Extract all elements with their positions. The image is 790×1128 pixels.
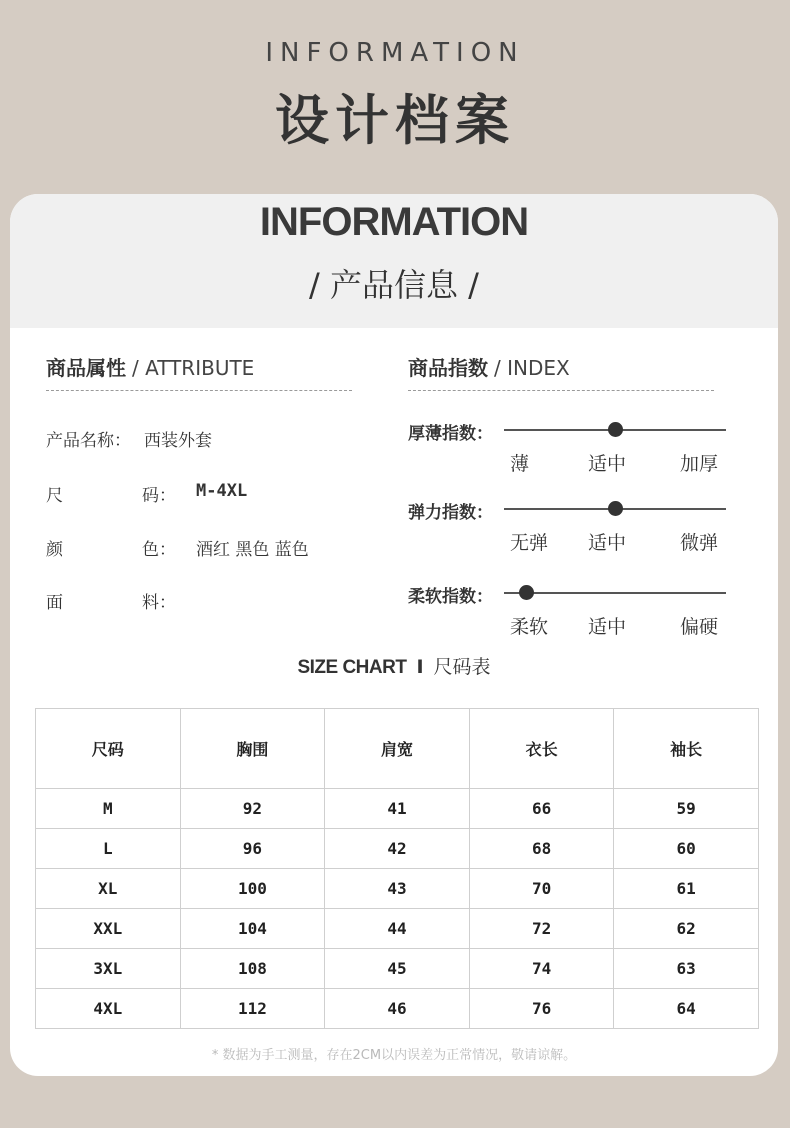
- table-cell: 112: [180, 989, 325, 1029]
- table-cell: L: [36, 829, 181, 869]
- table-cell: 63: [614, 949, 759, 989]
- index-option: 无弹: [510, 532, 549, 554]
- table-cell: 72: [469, 909, 614, 949]
- attr-label-a: 尺: [46, 486, 63, 506]
- size-table-header: 衣长: [469, 709, 614, 789]
- card-title-en: INFORMATION: [259, 200, 529, 244]
- index-track-softness: [504, 592, 726, 594]
- table-cell: 46: [325, 989, 470, 1029]
- index-label-thickness: 厚薄指数：: [408, 424, 493, 444]
- table-cell: 76: [469, 989, 614, 1029]
- index-option: 微弹: [680, 532, 719, 554]
- size-table: [35, 708, 759, 1029]
- size-chart-heading: [10, 652, 778, 679]
- attribute-heading: [46, 352, 254, 381]
- table-cell: 60: [614, 829, 759, 869]
- table-row: [36, 949, 759, 989]
- table-row: [36, 909, 759, 949]
- attr-value: M-4XL: [196, 481, 248, 501]
- index-heading: [408, 352, 570, 381]
- index-option: 薄: [510, 453, 530, 475]
- attribute-divider: [46, 390, 352, 391]
- table-cell: 74: [469, 949, 614, 989]
- size-table-header: 肩宽: [325, 709, 470, 789]
- index-divider: [408, 390, 714, 391]
- table-cell: 104: [180, 909, 325, 949]
- index-title-en: / INDEX: [494, 356, 570, 380]
- table-cell: 70: [469, 869, 614, 909]
- index-label-elasticity: 弹力指数：: [408, 503, 493, 523]
- table-cell: 100: [180, 869, 325, 909]
- table-row: [36, 989, 759, 1029]
- attr-label-a: 面: [46, 593, 63, 613]
- table-cell: 68: [469, 829, 614, 869]
- attr-label-a: 颜: [46, 540, 63, 560]
- card-title-cn: / 产品信息 /: [309, 266, 479, 304]
- size-chart-separator: I: [416, 656, 424, 678]
- table-cell: 92: [180, 789, 325, 829]
- index-option: 适中: [588, 616, 627, 638]
- index-option: 柔软: [510, 616, 549, 638]
- table-row: [36, 829, 759, 869]
- size-table-header-row: [36, 709, 759, 789]
- table-cell: XL: [36, 869, 181, 909]
- table-cell: 59: [614, 789, 759, 829]
- table-cell: 42: [325, 829, 470, 869]
- table-cell: 44: [325, 909, 470, 949]
- table-cell: 62: [614, 909, 759, 949]
- table-cell: 64: [614, 989, 759, 1029]
- table-cell: 61: [614, 869, 759, 909]
- attr-value: 酒红 黑色 蓝色: [196, 540, 309, 560]
- index-option: 适中: [588, 532, 627, 554]
- size-table-header: 尺码: [36, 709, 181, 789]
- attr-label: 产品名称：: [46, 431, 131, 451]
- attr-label-b: 码：: [142, 486, 176, 506]
- size-footnote: * 数据为手工测量，存在2CM以内误差为正常情况，敬请谅解。: [211, 1048, 577, 1063]
- attr-label-b: 色：: [142, 540, 176, 560]
- index-option: 偏硬: [680, 616, 719, 638]
- size-table-body: [36, 789, 759, 1029]
- header-eyebrow: INFORMATION: [265, 38, 525, 68]
- attribute-title-cn: 商品属性: [46, 356, 126, 380]
- attr-value: 西装外套: [144, 431, 212, 451]
- size-table-header: 袖长: [614, 709, 759, 789]
- table-cell: M: [36, 789, 181, 829]
- size-chart-title-en: SIZE CHART: [297, 657, 407, 678]
- info-card: [10, 194, 778, 1076]
- table-cell: 66: [469, 789, 614, 829]
- index-label-softness: 柔软指数：: [408, 587, 493, 607]
- table-cell: 108: [180, 949, 325, 989]
- size-table-header: 胸围: [180, 709, 325, 789]
- index-marker-softness: [519, 585, 534, 600]
- table-row: [36, 869, 759, 909]
- card-header: [10, 194, 778, 328]
- size-chart-title-cn: 尺码表: [433, 656, 491, 678]
- table-cell: 3XL: [36, 949, 181, 989]
- index-title-cn: 商品指数: [408, 356, 488, 380]
- attr-label-b: 料：: [142, 593, 176, 613]
- table-cell: 96: [180, 829, 325, 869]
- table-cell: 4XL: [36, 989, 181, 1029]
- table-row: [36, 789, 759, 829]
- table-cell: 43: [325, 869, 470, 909]
- table-cell: 45: [325, 949, 470, 989]
- header-title: 设计档案: [275, 89, 515, 152]
- table-cell: 41: [325, 789, 470, 829]
- index-option: 适中: [588, 453, 627, 475]
- attribute-title-en: / ATTRIBUTE: [132, 356, 255, 380]
- table-cell: XXL: [36, 909, 181, 949]
- index-marker-elasticity: [608, 501, 623, 516]
- index-option: 加厚: [680, 453, 719, 475]
- index-marker-thickness: [608, 422, 623, 437]
